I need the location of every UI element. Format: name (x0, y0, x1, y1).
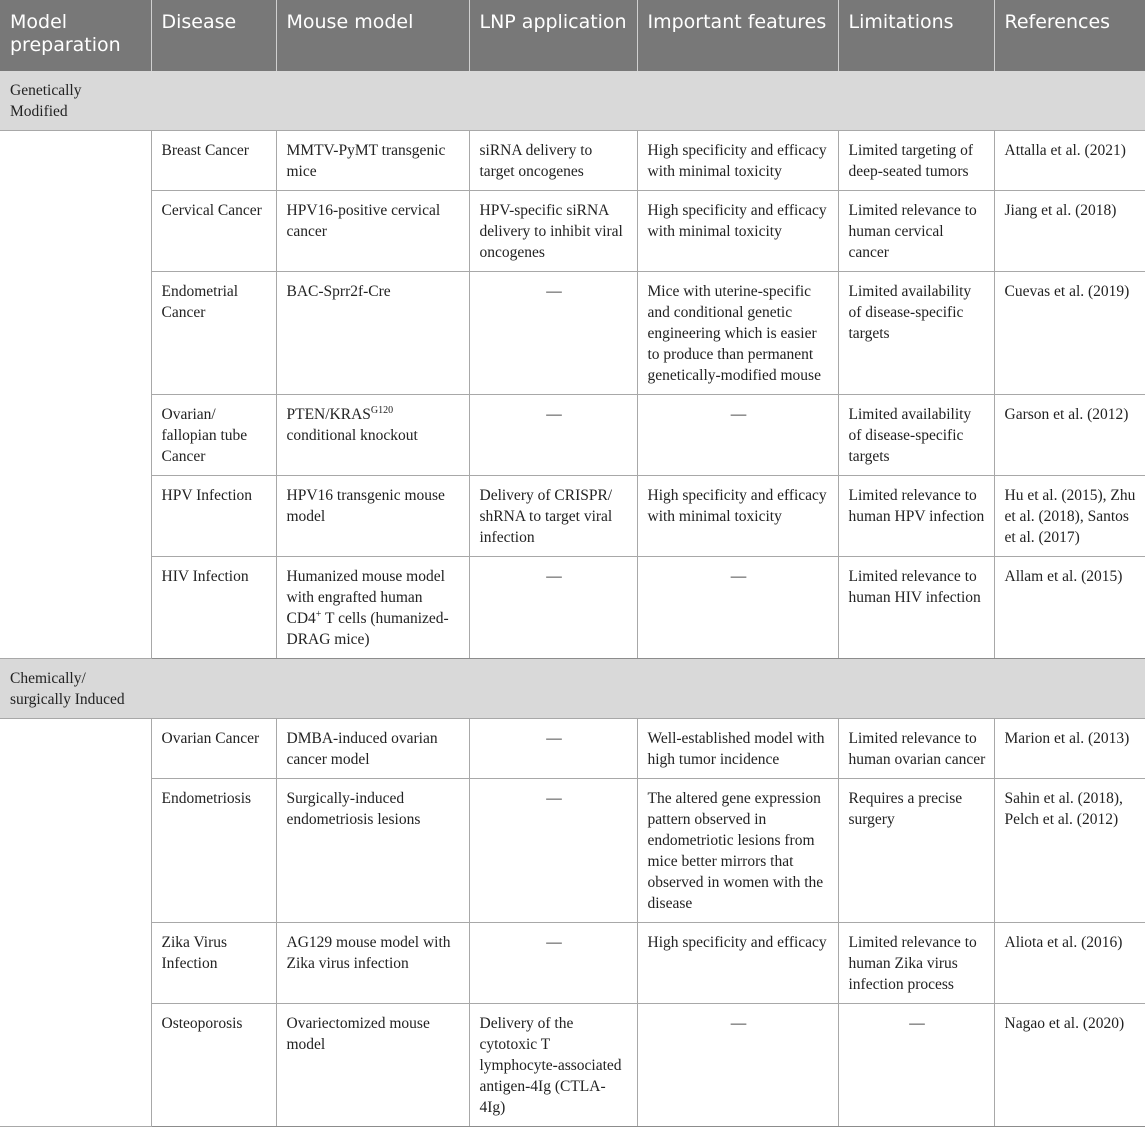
limitations-cell: Limited relevance to human HPV infection (838, 476, 994, 557)
group-title (0, 71, 1145, 131)
mouse-model-cell: DMBA-induced ovarian cancer model (276, 719, 469, 779)
header-important-features: Important features (637, 0, 838, 71)
lnp-application-cell: — (469, 719, 637, 779)
mouse-model-cell: AG129 mouse model with Zika virus infection (276, 923, 469, 1004)
references-cell: Jiang et al. (2018) (994, 191, 1145, 272)
lnp-application-cell: siRNA delivery to target oncogenes (469, 131, 637, 191)
important-features-cell: High specificity and efficacy with minimal toxicity (637, 191, 838, 272)
limitations-cell: Limited relevance to human Zika virus infection process (838, 923, 994, 1004)
important-features-cell: High specificity and efficacy with minimal toxicity (637, 131, 838, 191)
header-limitations: Limitations (838, 0, 994, 71)
references-cell: Aliota et al. (2016) (994, 923, 1145, 1004)
lnp-application-cell: Delivery of the cytotoxic T lymphocyte-associated antigen-4Ig (CTLA-4Ig) (469, 1004, 637, 1127)
limitations-cell: Limited relevance to human HIV infection (838, 557, 994, 659)
disease-cell: Osteoporosis (151, 1004, 276, 1127)
disease-cell: Endometriosis (151, 779, 276, 923)
references-cell: Cuevas et al. (2019) (994, 272, 1145, 395)
important-features-cell: — (637, 1004, 838, 1127)
group-title-line: Chemically/ (10, 670, 86, 687)
mouse-model-cell: MMTV-PyMT transgenic mice (276, 131, 469, 191)
mouse-model-text: PTEN/KRAS (286, 406, 371, 423)
mouse-model-cell (276, 395, 469, 476)
mouse-model-cell: BAC-Sprr2f-Cre (276, 272, 469, 395)
lnp-application-cell: — (469, 395, 637, 476)
model-preparation-cell (0, 719, 151, 1127)
disease-cell: HPV Infection (151, 476, 276, 557)
header-model-preparation: Model preparation (0, 0, 151, 71)
disease-cell: Cervical Cancer (151, 191, 276, 272)
mouse-model-text: T cells (humanized-DRAG mice) (286, 610, 449, 648)
disease-cell: Ovarian/ fallopian tube Cancer (151, 395, 276, 476)
limitations-cell: Requires a precise surgery (838, 779, 994, 923)
table-row (0, 191, 1145, 272)
table-row (0, 779, 1145, 923)
superscript: + (315, 609, 322, 620)
mouse-model-cell: HPV16-positive cervical cancer (276, 191, 469, 272)
important-features-cell: High specificity and efficacy with minimal toxicity (637, 476, 838, 557)
references-cell: Nagao et al. (2020) (994, 1004, 1145, 1127)
limitations-cell: Limited relevance to human ovarian cancer (838, 719, 994, 779)
lnp-application-cell: — (469, 272, 637, 395)
mouse-model-cell (276, 557, 469, 659)
limitations-cell: Limited targeting of deep-seated tumors (838, 131, 994, 191)
group-header-row (0, 659, 1145, 719)
mouse-model-cell: HPV16 transgenic mouse model (276, 476, 469, 557)
important-features-cell: Well-established model with high tumor incidence (637, 719, 838, 779)
important-features-cell: — (637, 395, 838, 476)
header-references: References (994, 0, 1145, 71)
group-title-line: surgically Induced (10, 691, 125, 708)
lnp-application-cell: — (469, 779, 637, 923)
references-cell: Garson et al. (2012) (994, 395, 1145, 476)
group-genetically-modified (0, 71, 1145, 659)
model-preparation-cell (0, 131, 151, 659)
important-features-cell: The altered gene expression pattern observed in endometriotic lesions from mice better mirrors that observed in women with the disease (637, 779, 838, 923)
mouse-model-text: conditional knockout (286, 427, 418, 444)
mouse-model-text: Humanized mouse model with engrafted human CD4 (286, 568, 445, 627)
limitations-cell: Limited relevance to human cervical cancer (838, 191, 994, 272)
important-features-cell: — (637, 557, 838, 659)
table-header (0, 0, 1145, 71)
disease-cell: Breast Cancer (151, 131, 276, 191)
limitations-cell: Limited availability of disease-specific targets (838, 272, 994, 395)
limitations-cell: — (838, 1004, 994, 1127)
important-features-cell: Mice with uterine-specific and conditional genetic engineering which is easier to produce than permanent genetically-modified mouse (637, 272, 838, 395)
group-title-line: Genetically (10, 82, 82, 99)
disease-cell: Zika Virus Infection (151, 923, 276, 1004)
lnp-application-cell: HPV-specific siRNA delivery to inhibit viral oncogenes (469, 191, 637, 272)
disease-cell: HIV Infection (151, 557, 276, 659)
table-row (0, 557, 1145, 659)
disease-cell: Ovarian Cancer (151, 719, 276, 779)
important-features-cell: High specificity and efficacy (637, 923, 838, 1004)
lnp-application-cell: — (469, 557, 637, 659)
mouse-model-cell: Surgically-induced endometriosis lesions (276, 779, 469, 923)
mouse-model-cell: Ovariectomized mouse model (276, 1004, 469, 1127)
table-row (0, 272, 1145, 395)
references-cell: Sahin et al. (2018), Pelch et al. (2012) (994, 779, 1145, 923)
group-title (0, 659, 1145, 719)
table-row (0, 923, 1145, 1004)
table-row (0, 395, 1145, 476)
references-cell: Marion et al. (2013) (994, 719, 1145, 779)
header-row (0, 0, 1145, 71)
limitations-cell: Limited availability of disease-specific targets (838, 395, 994, 476)
group-chemically-surgically-induced (0, 659, 1145, 1127)
header-lnp-application: LNP application (469, 0, 637, 71)
group-header-row (0, 71, 1145, 131)
table-row (0, 476, 1145, 557)
header-mouse-model: Mouse model (276, 0, 469, 71)
table-row (0, 719, 1145, 779)
lnp-application-cell: — (469, 923, 637, 1004)
references-cell: Attalla et al. (2021) (994, 131, 1145, 191)
group-title-line: Modified (10, 103, 68, 120)
table-row (0, 1004, 1145, 1127)
superscript: G120 (370, 405, 394, 416)
table-row (0, 131, 1145, 191)
lnp-application-cell: Delivery of CRISPR/ shRNA to target viral infection (469, 476, 637, 557)
header-disease: Disease (151, 0, 276, 71)
references-cell: Allam et al. (2015) (994, 557, 1145, 659)
references-cell: Hu et al. (2015), Zhu et al. (2018), Santos et al. (2017) (994, 476, 1145, 557)
disease-cell: Endometrial Cancer (151, 272, 276, 395)
